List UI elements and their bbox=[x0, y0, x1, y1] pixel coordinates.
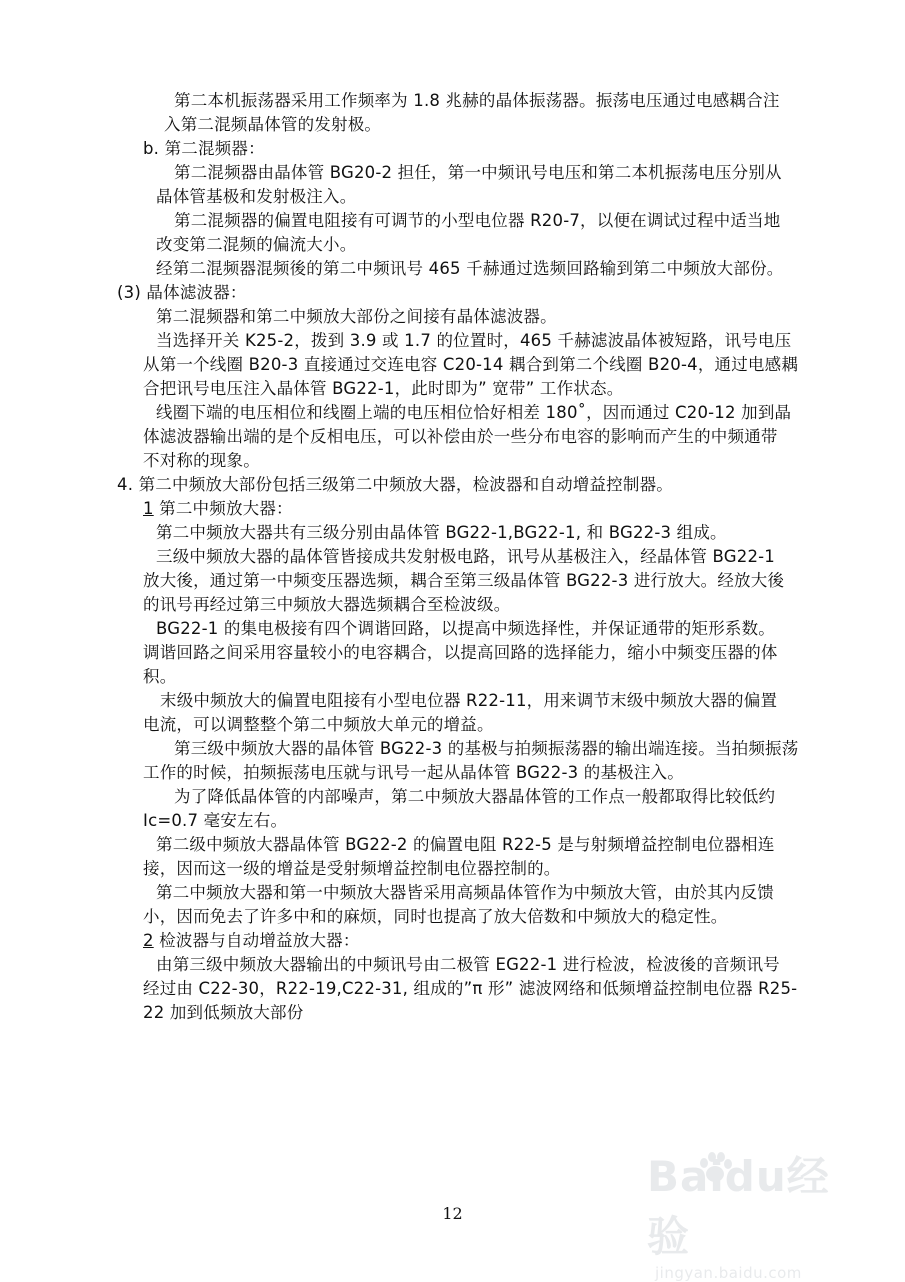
subsection-title: 第二中频放大器： bbox=[153, 499, 293, 518]
text-line: 接，因而这一级的增益是受射频增益控制电位器控制的。 bbox=[143, 859, 561, 878]
section-heading: b. 第二混频器： bbox=[143, 139, 265, 158]
text-line: 的讯号再经过第三中频放大器选频耦合至检波级。 bbox=[143, 595, 511, 614]
subsection-title: 检波器与自动增益放大器： bbox=[153, 931, 360, 950]
text-line: 工作的时候，拍频振荡电压就与讯号一起从晶体管 BG22-3 的基极注入。 bbox=[143, 763, 684, 782]
text-line: 不对称的现象。 bbox=[143, 451, 260, 470]
text-line: 从第一个线圈 B20-3 直接通过交连电容 C20-14 耦合到第二个线圈 B20-4，通过电感耦 bbox=[143, 355, 799, 374]
text-line: 第二中频放大器和第一中频放大器皆采用高频晶体管作为中频放大管，由於其内反馈 bbox=[156, 883, 774, 902]
page-number: 12 bbox=[442, 1204, 463, 1223]
text-line: 改变第二混频的偏流大小。 bbox=[156, 235, 357, 254]
watermark-brand: Baidu经验 bbox=[647, 1152, 830, 1261]
text-line: 晶体管基极和发射极注入。 bbox=[156, 187, 357, 206]
subsection-number: 1 bbox=[143, 499, 154, 518]
text-line: 第二级中频放大器晶体管 BG22-2 的偏置电阻 R22-5 是与射频增益控制电位器相连 bbox=[156, 835, 775, 854]
watermark bbox=[647, 1144, 859, 1282]
text-line: 第二本机振荡器采用工作频率为 1.8 兆赫的晶体振荡器。振荡电压通过电感耦合注 bbox=[174, 91, 780, 110]
text-line: 经第二混频器混频後的第二中频讯号 465 千赫通过选频回路输到第二中频放大部份。 bbox=[156, 259, 784, 278]
text-line: 22 加到低频放大部份 bbox=[143, 1003, 304, 1022]
text-line: 积。 bbox=[143, 667, 177, 686]
text-line: 体滤波器输出端的是个反相电压，可以补偿由於一些分布电容的影响而产生的中频通带 bbox=[143, 427, 778, 446]
section-heading: (3) 晶体滤波器： bbox=[117, 283, 247, 302]
text-line: BG22-1 的集电极接有四个调谐回路，以提高中频选择性，并保证通带的矩形系数。 bbox=[156, 619, 776, 638]
text-line: 当选择开关 K25-2，拨到 3.9 或 1.7 的位置时，465 千赫滤波晶体被短路，讯号电压 bbox=[156, 331, 792, 350]
baidu-paw-icon bbox=[695, 1148, 735, 1188]
text-line: 第二混频器的偏置电阻接有可调节的小型电位器 R20-7，以便在调试过程中适当地 bbox=[174, 211, 781, 230]
section-heading: 4. 第二中频放大部份包括三级第二中频放大器，检波器和自动增益控制器。 bbox=[117, 475, 673, 494]
text-line: 小，因而免去了许多中和的麻烦，同时也提高了放大倍数和中频放大的稳定性。 bbox=[143, 907, 728, 926]
text-line: 放大後，通过第一中频变压器选频，耦合至第三级晶体管 BG22-3 进行放大。经放大後 bbox=[143, 571, 785, 590]
subsection-heading bbox=[143, 497, 293, 521]
text-line: 为了降低晶体管的内部噪声，第二中频放大器晶体管的工作点一般都取得比较低约 bbox=[174, 787, 776, 806]
text-line: 第二混频器和第二中频放大部份之间接有晶体滤波器。 bbox=[156, 307, 557, 326]
text-line: 第二混频器由晶体管 BG20-2 担任，第一中频讯号电压和第二本机振荡电压分别从 bbox=[174, 163, 782, 182]
text-line: 电流，可以调整整个第二中频放大单元的增益。 bbox=[143, 715, 494, 734]
text-line: 三级中频放大器的晶体管皆接成共发射极电路，讯号从基极注入，经晶体管 BG22-1 bbox=[156, 547, 776, 566]
text-line: 由第三级中频放大器输出的中频讯号由二极管 EG22-1 进行检波，检波後的音频讯号 bbox=[156, 955, 780, 974]
text-line: 线圈下端的电压相位和线圈上端的电压相位恰好相差 180˚，因而通过 C20-12 加到晶 bbox=[156, 403, 792, 422]
text-line: 第二中频放大器共有三级分别由晶体管 BG22-1,BG22-1, 和 BG22-3 组成。 bbox=[156, 523, 727, 542]
text-line: 调谐回路之间采用容量较小的电容耦合，以提高回路的选择能力，缩小中频变压器的体 bbox=[143, 643, 778, 662]
text-line: 经过由 C22-30，R22-19,C22-31, 组成的”π 形” 滤波网络和低频增益控制电位器 R25- bbox=[143, 979, 798, 998]
watermark-url: jingyan.baidu.com bbox=[655, 1264, 802, 1282]
text-line: 第三级中频放大器的晶体管 BG22-3 的基极与拍频振荡器的输出端连接。当拍频振荡 bbox=[174, 739, 799, 758]
subsection-heading bbox=[143, 929, 360, 953]
subsection-number: 2 bbox=[143, 931, 154, 950]
text-line: 合把讯号电压注入晶体管 BG22-1，此时即为” 宽带” 工作状态。 bbox=[143, 379, 624, 398]
text-line: 末级中频放大的偏置电阻接有小型电位器 R22-11，用来调节末级中频放大器的偏置 bbox=[160, 691, 778, 710]
text-line: 入第二混频晶体管的发射极。 bbox=[164, 115, 382, 134]
text-line: Ic=0.7 毫安左右。 bbox=[143, 811, 288, 830]
